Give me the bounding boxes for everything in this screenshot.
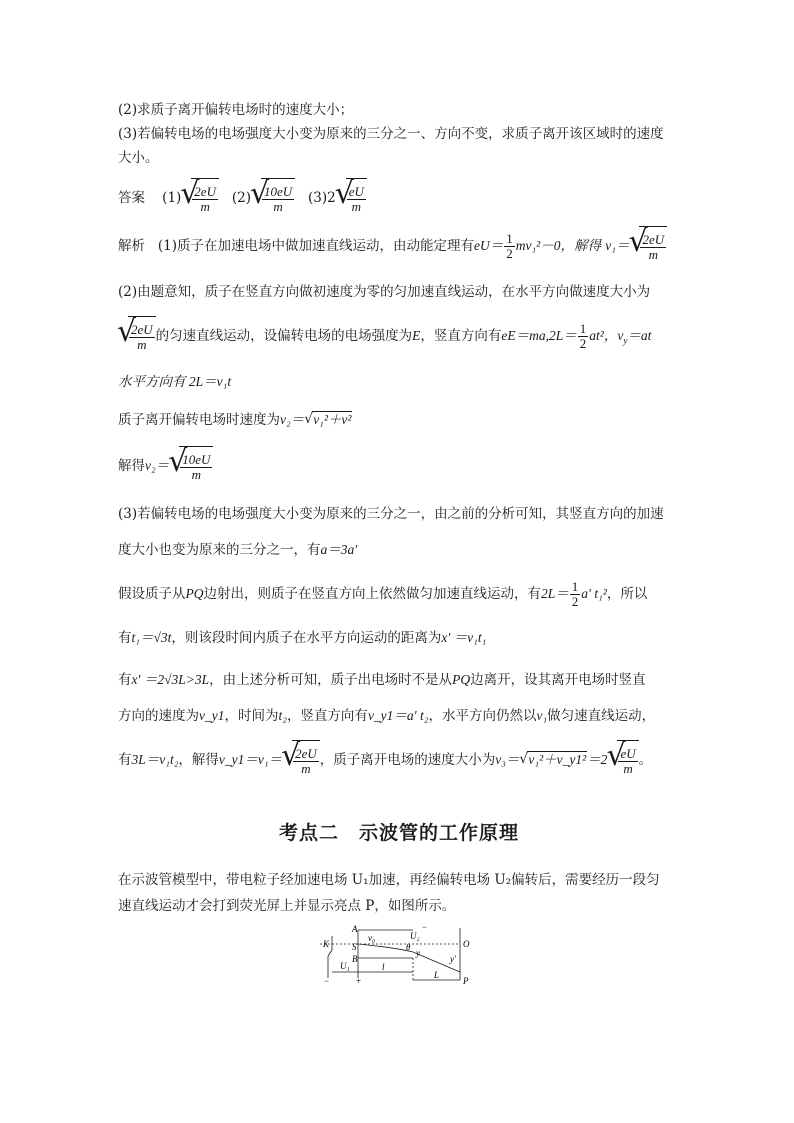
answer-line: 答案 (1) √ $\frac{2eU}{m}$ (2) √ $\frac{10eU}{m}$ (3)2 √ $\frac{eU}{m}$ [118, 178, 367, 219]
answer-3-sqrt: √ $\frac{eU}{m}$ [336, 178, 367, 219]
analysis-paragraph-1: 解析 (1)质子在加速电场中做加速直线运动，由动能定理有eU＝ $\frac{1}{2}$ mv₁²－0，解得 v₁＝ √ $\frac{2eU}{m}$ [118, 226, 667, 267]
analysis-paragraph-4: 质子离开偏转电场时速度为v₂＝√ v₁²＋v² [118, 410, 352, 430]
k-wire [328, 950, 332, 956]
label-o: O [463, 939, 470, 949]
label-k: K [323, 939, 330, 949]
label-b: B [352, 954, 358, 964]
analysis-paragraph-3: 水平方向有 2L＝v₁t [118, 374, 232, 389]
analysis-paragraph-9: 有x′ ＝2√3L>3L，由上述分析可知，质子出电场时不是从PQ边离开，设其离开电场时竖直 [118, 672, 646, 688]
label-v0: v₀ [368, 933, 376, 943]
label-minus: − [324, 976, 330, 986]
analysis-paragraph-7: 假设质子从PQ边射出，则质子在竖直方向上依然做匀加速直线运动，有2L＝ $\frac{1}{2}$ a′ t₁²，所以 [118, 579, 648, 609]
analysis-paragraph-2-line-2: √ $\frac{2eU}{m}$ 的匀速直线运动，设偏转电场的电场强度为E，竖直方向有eE＝ma,2L＝ $\frac{1}{2}$ at²，$v_y=at$ [118, 316, 651, 361]
label-l-small: l [382, 962, 385, 972]
label-y-prime: y′ [450, 954, 456, 964]
question-2: (2)求质子离开偏转电场时的速度大小； [118, 102, 354, 118]
intro-line-1: 在示波管模型中，带电粒子经加速电场 U₁加速，再经偏转电场 U₂偏转后，需要经历一段匀 [118, 872, 660, 888]
label-minus-top: − [422, 922, 428, 932]
analysis-paragraph-6-line-2: 度大小也变为原来的三分之一，有a＝3a′ [118, 542, 358, 558]
label-s: S [352, 942, 357, 952]
analysis-label: 解析 [118, 238, 145, 254]
oscilloscope-diagram [318, 922, 478, 988]
answer-label: 答案 [118, 190, 145, 206]
analysis-paragraph-11: 有3L＝v₁t₂，解得v_y1＝v₁＝ √ $\frac{2eU}{m}$ ，质子离开电场的速度大小为v₃＝√ v₁²＋v_y1²＝2 √ $\frac{eU}{m}$ 。 [118, 740, 652, 781]
label-l-big: L [434, 970, 440, 980]
analysis-paragraph-10: 方向的速度为v_y1，时间为t₂，竖直方向有v_y1＝a′ t₂，水平方向仍然以v₁做匀速直线运动， [118, 708, 656, 724]
intro-line-2: 速直线运动才会打到荧光屏上并显示亮点 P，如图所示。 [118, 898, 456, 914]
analysis-paragraph-2-line-1: (2)由题意知，质子在竖直方向做初速度为零的匀加速直线运动，在水平方向做速度大小为 [118, 284, 651, 300]
label-plus: + [356, 976, 362, 986]
question-3-line-1: (3)若偏转电场的电场强度大小变为原来的三分之一、方向不变，求质子离开该区域时的速度 [118, 126, 664, 142]
analysis-paragraph-8: 有t₁＝√3t，则该段时间内质子在水平方向运动的距离为x′ ＝v₁t₁ [118, 630, 487, 646]
question-3-line-2: 大小。 [118, 150, 159, 166]
label-u1: U₁ [340, 961, 350, 971]
label-u2: U₂ [410, 931, 420, 941]
analysis-paragraph-5: 解得v₂＝ √ $\frac{10eU}{m}$ [118, 446, 213, 487]
label-y: y [416, 948, 420, 958]
analysis-paragraph-6-line-1: (3)若偏转电场的电场强度大小变为原来的三分之一，由之前的分析可知，其竖直方向的加速 [118, 506, 664, 522]
label-theta: θ [406, 942, 411, 952]
section-heading: 考点二 示波管的工作原理 [278, 822, 519, 844]
answer-2-sqrt: √ $\frac{10eU}{m}$ [251, 178, 295, 219]
label-p: P [463, 976, 469, 986]
label-a: A [352, 924, 358, 934]
answer-1-sqrt: √ $\frac{2eU}{m}$ [181, 178, 219, 219]
